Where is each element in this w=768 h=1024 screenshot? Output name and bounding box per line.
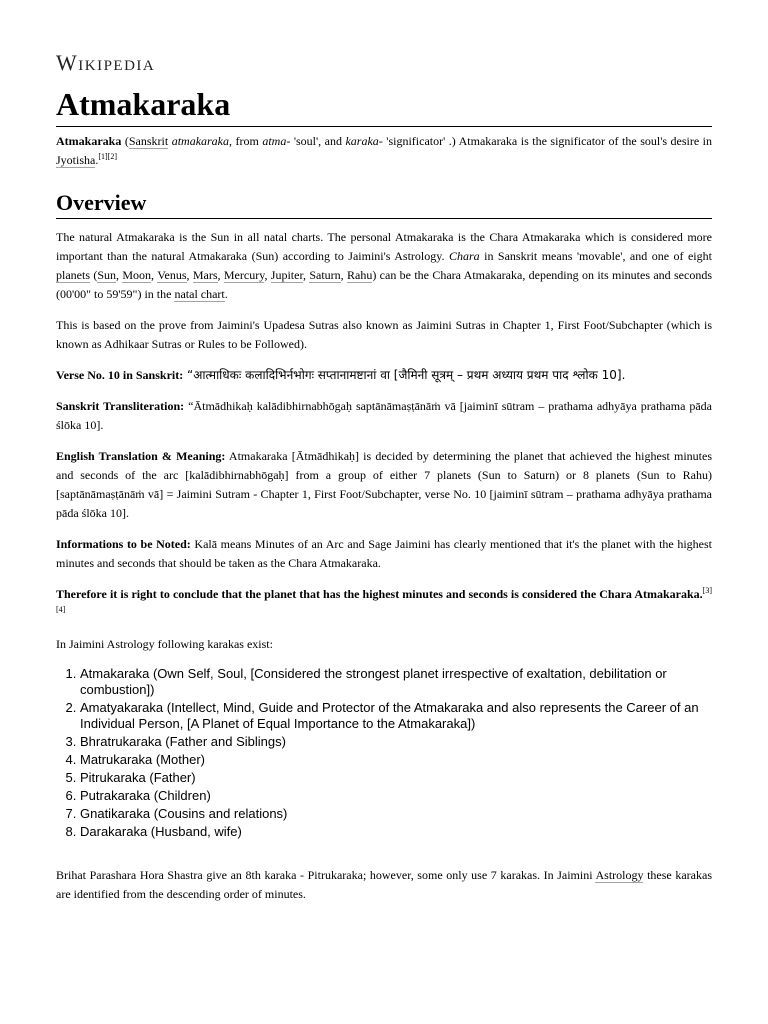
list-item: 3. Bhratrukaraka (Father and Siblings) [80, 734, 712, 750]
notes-paragraph [56, 535, 712, 573]
list-item: 5. Pitrukaraka (Father) [80, 770, 712, 786]
karakas-list [56, 666, 712, 840]
section-heading-overview: Overview [56, 188, 712, 219]
article-content [56, 132, 712, 916]
link-planets[interactable]: planets [56, 268, 90, 282]
notes-text: Kalā means Minutes of an Arc and Sage Jaimini has clearly mentioned that it's the planet with the highest minutes and seconds that should be taken as the Chara Atmakaraka. [56, 537, 712, 570]
transliteration-text: “Ātmādhikaḥ kalādibhirnabhōgaḥ saptānāmaṣṭānāṁ vā [jaiminī sūtram – prathama adhyāya prathama pāda ślōka 10]. [56, 399, 712, 432]
link-rahu[interactable]: Rahu [347, 268, 373, 282]
conclusion-paragraph [56, 585, 712, 623]
link-sanskrit[interactable]: Sanskrit [128, 134, 169, 148]
reference-4[interactable]: [4] [56, 605, 66, 614]
link-mercury[interactable]: Mercury [223, 268, 265, 282]
list-item: 7. Gnatikaraka (Cousins and relations) [80, 806, 712, 822]
translation-label: English Translation & Meaning: [56, 449, 226, 463]
link-venus[interactable]: Venus [157, 268, 187, 282]
verse-sanskrit-label: Verse No. 10 in Sanskrit: [56, 368, 184, 382]
intro-paragraph: Atmakaraka (Sanskrit atmakaraka, from atma- 'soul', and karaka- 'significator' .) Atmakaraka is the significator of the soul's desire in Jyotisha.[1][2] [56, 134, 713, 167]
link-astrology[interactable]: Astrology [595, 868, 644, 882]
list-item: 2. Amatyakaraka (Intellect, Mind, Guide and Protector of the Atmakaraka and also represents the Career of an Individual Person, [A Planet of Equal Importance to the Atmakaraka]) [80, 700, 712, 732]
intro-term: Atmakaraka [56, 134, 122, 148]
verse-sanskrit-paragraph [56, 366, 712, 385]
wikipedia-logo[interactable]: Wikipedia [56, 50, 156, 75]
link-moon[interactable]: Moon [122, 268, 152, 282]
verse-sanskrit-text: “आत्माधिकः कलादिभिर्नभोगः सप्तानामष्टानां वा [जैमिनी सूत्रम् – प्रथम अध्याय प्रथम पाद श्लोक 10]. [183, 368, 626, 382]
overview-paragraph-2: This is based on the prove from Jaimini's Upadesa Sutras also known as Jaimini Sutras in Chapter 1, First Foot/Subchapter (which is known as Adhikaar Sutras or Rules to be Followed). [56, 318, 712, 351]
link-jyotisha[interactable]: Jyotisha [56, 153, 96, 167]
link-natal-chart[interactable]: natal chart [174, 287, 225, 301]
link-saturn[interactable]: Saturn [309, 268, 341, 282]
translation-text: Atmakaraka [Ātmādhikaḥ] is decided by determining the planet that achieved the highest minutes and seconds of the arc [kalādibhirnabhōgaḥ] from a group of either 7 planets (Sun to Saturn) or 8 planets (Sun to Rahu) [saptānāmaṣṭānāṁ vā] = Jaimini Sutram - Chapter 1, First Foot/Subchapter, verse No. 10 [jaiminī sūtram – prathama adhyāya prathama pāda ślōka 10]. [56, 449, 712, 520]
link-sun[interactable]: Sun [97, 268, 117, 282]
conclusion-text: Therefore it is right to conclude that the planet that has the highest minutes and seconds is considered the Chara Atmakaraka. [56, 587, 703, 601]
reference-1[interactable]: [1] [98, 152, 108, 161]
list-item: 1. Atmakaraka (Own Self, Soul, [Considered the strongest planet irrespective of exaltation, debilitation or combustion]) [80, 666, 712, 698]
overview-paragraph-1: The natural Atmakaraka is the Sun in all natal charts. The personal Atmakaraka is the Chara Atmakaraka which is considered more important than the natural Atmakaraka (Sun) according to Jaimini's Astrology. Chara in Sanskrit means 'movable', and one of eight planets (Sun, Moon, Venus, Mars, Mercury, Jupiter, Saturn, Rahu) can be the Chara Atmakaraka, depending on its minutes and seconds (00'00" to 59'59") in the natal chart. [56, 230, 713, 301]
transliteration-label: Sanskrit Transliteration: [56, 399, 185, 413]
notes-label: Informations to be Noted: [56, 537, 191, 551]
closing-paragraph: Brihat Parashara Hora Shastra give an 8th karaka - Pitrukaraka; however, some only use 7 karakas. In Jaimini Astrology these karakas are identified from the descending order of minutes. [56, 868, 712, 901]
reference-2[interactable]: [2] [107, 152, 117, 161]
karakas-intro: In Jaimini Astrology following karakas exist: [56, 637, 273, 651]
link-jupiter[interactable]: Jupiter [270, 268, 303, 282]
list-item: 4. Matrukaraka (Mother) [80, 752, 712, 768]
transliteration-paragraph [56, 397, 712, 435]
reference-3[interactable]: [3] [702, 586, 712, 595]
list-item: 8. Darakaraka (Husband, wife) [80, 824, 712, 840]
link-mars[interactable]: Mars [192, 268, 218, 282]
page-title: Atmakaraka [56, 84, 712, 127]
translation-paragraph [56, 447, 712, 523]
list-item: 6. Putrakaraka (Children) [80, 788, 712, 804]
